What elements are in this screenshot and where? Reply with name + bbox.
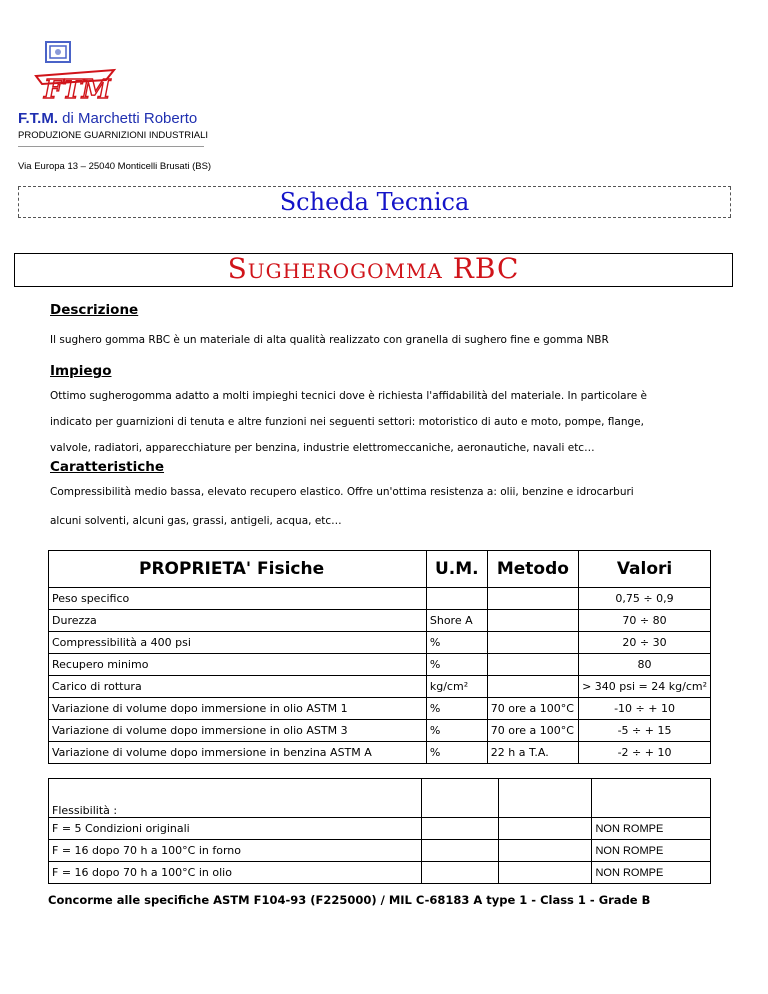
cell-property: Compressibilità a 400 psi: [49, 632, 427, 654]
company-address: Via Europa 13 – 25040 Monticelli Brusati (BS): [18, 161, 212, 172]
cell-value: -5 ÷ + 15: [579, 720, 711, 742]
section-text-caratteristiche: Compressibilità medio bassa, elevato recupero elastico. Offre un'ottima resistenza a: olii, benzine e idrocarburi alcuni solventi, alcuni gas, grassi, antigeli, acqua, etc…: [50, 486, 634, 527]
cell-value: -10 ÷ + 10: [579, 698, 711, 720]
cell-value: NON ROMPE: [592, 840, 711, 862]
cell-value: 70 ÷ 80: [579, 610, 711, 632]
cell-property: Variazione di volume dopo immersione in olio ASTM 1: [49, 698, 427, 720]
cell-method: [487, 588, 578, 610]
cell-method: 22 h a T.A.: [487, 742, 578, 764]
cell-um: %: [426, 742, 487, 764]
flexibility-table: [48, 778, 711, 884]
cell-method: [499, 818, 592, 840]
cell-um: [421, 779, 498, 818]
compliance-note: Concorme alle specifiche ASTM F104-93 (F225000) / MIL C-68183 A type 1 - Class 1 - Grade B: [48, 893, 651, 907]
table-row: [49, 654, 711, 676]
cell-method: [499, 779, 592, 818]
section-text-impiego: Ottimo sugherogomma adatto a molti impieghi tecnici dove è richiesta l'affidabilità del materiale. In particolare è indicato per guarnizioni di tenuta e altre funzioni nei seguenti settori: motoristico di auto e moto, pompe, flange, valvole, radiatori, apparecchiature per benzina, industrie elettromeccaniche, aeronautiche, navali etc…: [50, 390, 647, 454]
section-heading-impiego: Impiego: [50, 363, 112, 379]
table-row: [49, 742, 711, 764]
table-row: [49, 779, 711, 818]
table-row: [49, 610, 711, 632]
table-row: [49, 862, 711, 884]
cell-property: Variazione di volume dopo immersione in benzina ASTM A: [49, 742, 427, 764]
cell-property: Peso specifico: [49, 588, 427, 610]
cell-value: 80: [579, 654, 711, 676]
properties-table: [48, 550, 711, 764]
table-row: [49, 818, 711, 840]
product-box: [14, 253, 733, 287]
cell-property: F = 16 dopo 70 h a 100°C in olio: [49, 862, 422, 884]
table-row: [49, 632, 711, 654]
cell-um: %: [426, 654, 487, 676]
section-text-descrizione: Il sughero gomma RBC è un materiale di alta qualità realizzato con granella di sughero fine e gomma NBR: [50, 334, 609, 346]
cell-property: F = 5 Condizioni originali: [49, 818, 422, 840]
cell-method: 70 ore a 100°C: [487, 720, 578, 742]
table-header-row: [49, 551, 711, 588]
cell-um: [421, 818, 498, 840]
cell-um: [426, 588, 487, 610]
cell-value: NON ROMPE: [592, 818, 711, 840]
company-name: F.T.M. di Marchetti Roberto: [18, 110, 198, 127]
cell-um: [421, 840, 498, 862]
title-box: [18, 186, 731, 218]
cell-method: 70 ore a 100°C: [487, 698, 578, 720]
company-logo: [26, 40, 120, 110]
header-proprieta: PROPRIETA' Fisiche: [49, 551, 427, 588]
table-row: [49, 588, 711, 610]
svg-text:FTM: FTM: [44, 75, 111, 105]
header-metodo: Metodo: [487, 551, 578, 588]
product-title: Sugherogomma RBC: [227, 252, 520, 285]
cell-method: [499, 862, 592, 884]
cell-method: [487, 610, 578, 632]
cell-method: [487, 676, 578, 698]
cell-property: Carico di rottura: [49, 676, 427, 698]
cell-um: %: [426, 698, 487, 720]
cell-property: Recupero minimo: [49, 654, 427, 676]
table-row: [49, 720, 711, 742]
cell-method: [487, 632, 578, 654]
cell-value: NON ROMPE: [592, 862, 711, 884]
table-row: [49, 698, 711, 720]
cell-value: [592, 779, 711, 818]
divider: [18, 146, 204, 147]
cell-um: %: [426, 632, 487, 654]
cell-value: 20 ÷ 30: [579, 632, 711, 654]
header-valori: Valori: [579, 551, 711, 588]
page-title: Scheda Tecnica: [279, 188, 470, 216]
cell-method: [499, 840, 592, 862]
cell-property: Durezza: [49, 610, 427, 632]
cell-property: Variazione di volume dopo immersione in olio ASTM 3: [49, 720, 427, 742]
header-um: U.M.: [426, 551, 487, 588]
cell-um: kg/cm²: [426, 676, 487, 698]
company-tagline: PRODUZIONE GUARNIZIONI INDUSTRIALI: [18, 130, 209, 141]
cell-um: Shore A: [426, 610, 487, 632]
cell-method: [487, 654, 578, 676]
cell-um: %: [426, 720, 487, 742]
section-heading-caratteristiche: Caratteristiche: [50, 459, 165, 475]
cell-property: F = 16 dopo 70 h a 100°C in forno: [49, 840, 422, 862]
section-heading-descrizione: Descrizione: [50, 302, 139, 318]
cell-property: Flessibilità :: [49, 779, 422, 818]
cell-value: 0,75 ÷ 0,9: [579, 588, 711, 610]
cell-value: > 340 psi = 24 kg/cm²: [579, 676, 711, 698]
cell-value: -2 ÷ + 10: [579, 742, 711, 764]
table-row: [49, 676, 711, 698]
table-row: [49, 840, 711, 862]
cell-um: [421, 862, 498, 884]
